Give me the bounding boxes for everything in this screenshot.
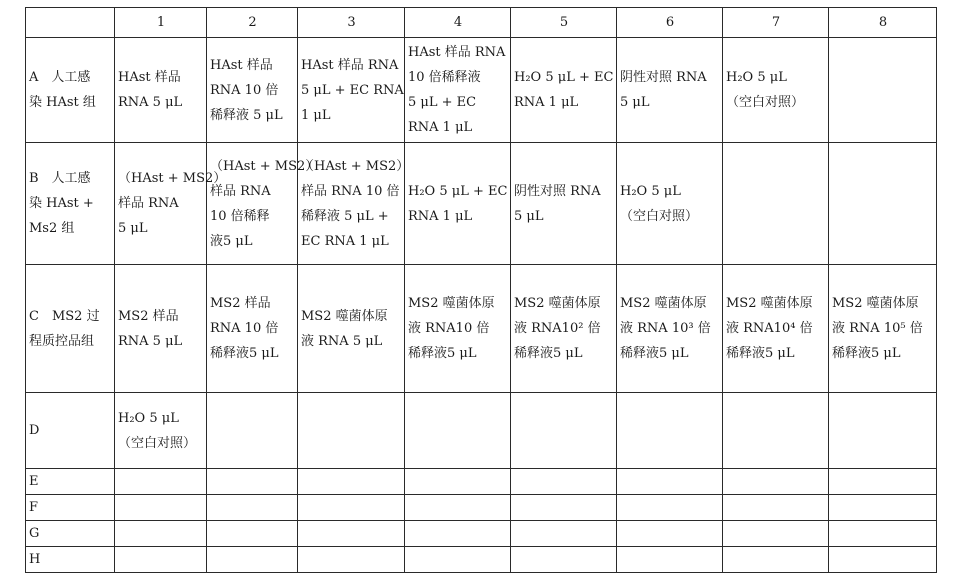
well-cell — [617, 393, 723, 469]
well-cell — [723, 38, 829, 143]
well-cell — [723, 265, 829, 393]
well-cell — [829, 547, 937, 573]
cell-line: RNA 1 μL — [408, 120, 473, 135]
column-header: 1 — [115, 8, 207, 38]
well-cell — [115, 393, 207, 469]
cell-line: 样品 RNA — [118, 196, 179, 211]
table-row — [26, 469, 937, 495]
cell-line: 稀释液5 μL — [408, 346, 477, 361]
cell-line: MS2 噬菌体原 — [301, 308, 388, 324]
column-header: 4 — [405, 8, 511, 38]
well-cell — [511, 143, 617, 265]
cell-line: MS2 噬菌体原 — [408, 296, 495, 311]
well-cell — [298, 265, 405, 393]
cell-line: （HAst + MS2） — [210, 158, 319, 174]
cell-line: 液 RNA10⁴ 倍 — [726, 321, 813, 336]
well-cell — [298, 547, 405, 573]
table-row — [26, 143, 937, 265]
well-cell — [405, 495, 511, 521]
cell-line: 阴性对照 RNA — [514, 183, 601, 199]
well-cell — [829, 393, 937, 469]
cell-line: 5 μL — [514, 208, 544, 224]
well-cell — [115, 547, 207, 573]
cell-line: RNA 5 μL — [118, 333, 183, 349]
well-cell — [617, 521, 723, 547]
row-label-cell — [26, 495, 115, 521]
well-cell — [405, 143, 511, 265]
well-cell — [207, 495, 298, 521]
well-cell — [405, 547, 511, 573]
well-cell — [723, 495, 829, 521]
cell-line: RNA 10 倍 — [210, 82, 279, 98]
well-cell — [829, 469, 937, 495]
cell-line: H₂O 5 μL + EC — [514, 70, 614, 85]
corner-cell — [26, 8, 115, 38]
well-cell — [723, 393, 829, 469]
cell-line: 样品 RNA — [210, 183, 271, 199]
well-cell — [298, 469, 405, 495]
cell-line: HAst 样品 — [118, 70, 181, 85]
cell-line: RNA 1 μL — [408, 208, 473, 224]
cell-line: 液 RNA 5 μL — [301, 333, 383, 349]
cell-line: 液 RNA10 倍 — [408, 321, 490, 336]
row-label-cell — [26, 521, 115, 547]
cell-line: （空白对照） — [118, 435, 197, 451]
well-cell — [723, 469, 829, 495]
cell-line: 程质控品组 — [29, 333, 95, 349]
cell-line: H₂O 5 μL — [620, 183, 681, 199]
cell-line: D — [29, 423, 40, 438]
cell-line: RNA 10 倍 — [210, 321, 279, 336]
well-cell — [829, 143, 937, 265]
cell-line: （空白对照） — [726, 95, 805, 110]
table-row — [26, 521, 937, 547]
cell-line: RNA 1 μL — [514, 95, 579, 110]
cell-line: 染 HAst 组 — [29, 95, 96, 110]
cell-line: MS2 噬菌体原 — [726, 296, 813, 311]
well-cell — [298, 521, 405, 547]
cell-line: 5 μL — [620, 95, 650, 110]
well-cell — [511, 265, 617, 393]
cell-line: 5 μL — [118, 221, 148, 236]
well-cell — [207, 38, 298, 143]
well-cell — [617, 469, 723, 495]
well-cell — [723, 547, 829, 573]
cell-line: 液 RNA 10⁵ 倍 — [832, 321, 923, 336]
row-label-cell — [26, 38, 115, 143]
cell-line: C MS2 过 — [29, 308, 100, 324]
well-cell — [207, 143, 319, 265]
well-cell — [298, 393, 405, 469]
cell-line: A 人工感 — [29, 70, 91, 85]
cell-line: 10 倍稀释液 — [408, 70, 481, 85]
well-cell — [298, 495, 405, 521]
row-label-cell — [26, 393, 115, 469]
table-body — [26, 8, 937, 573]
well-cell — [511, 547, 617, 573]
well-cell — [617, 143, 723, 265]
well-cell — [617, 547, 723, 573]
column-header: 8 — [829, 8, 937, 38]
cell-line: 稀释液 5 μL — [210, 107, 283, 123]
column-header: 3 — [298, 8, 405, 38]
cell-line: HAst 样品 RNA — [301, 57, 399, 73]
well-cell — [207, 469, 298, 495]
cell-line: 样品 RNA 10 倍 — [301, 183, 400, 199]
well-cell — [511, 495, 617, 521]
row-label-cell — [26, 143, 115, 265]
cell-line: H₂O 5 μL — [726, 70, 787, 85]
cell-line: MS2 噬菌体原 — [832, 296, 919, 311]
cell-line: 10 倍稀释 — [210, 208, 270, 224]
cell-line: 稀释液5 μL — [726, 346, 795, 361]
well-cell — [617, 495, 723, 521]
well-cell — [511, 38, 617, 143]
cell-line: H — [29, 552, 41, 567]
cell-line: 5 μL + EC — [408, 95, 477, 110]
cell-line: （空白对照） — [620, 208, 699, 224]
well-cell — [405, 521, 511, 547]
well-cell — [829, 38, 937, 143]
cell-line: H₂O 5 μL — [118, 410, 179, 426]
well-cell — [829, 521, 937, 547]
cell-line: 液 RNA 10³ 倍 — [620, 321, 711, 336]
cell-line: （HAst + MS2） — [301, 158, 410, 174]
well-cell — [207, 521, 298, 547]
cell-line: B 人工感 — [29, 171, 91, 186]
column-header: 7 — [723, 8, 829, 38]
cell-line: HAst 样品 RNA — [408, 45, 506, 60]
well-cell — [207, 393, 298, 469]
well-cell — [511, 521, 617, 547]
column-header: 2 — [207, 8, 298, 38]
well-cell — [405, 469, 511, 495]
cell-line: （HAst + MS2） — [118, 171, 227, 186]
cell-line: 稀释液5 μL — [832, 346, 901, 361]
well-cell — [298, 143, 410, 265]
well-cell — [405, 265, 511, 393]
cell-line: 液 RNA10² 倍 — [514, 321, 601, 336]
well-cell — [511, 393, 617, 469]
cell-line: E — [29, 474, 39, 489]
well-cell — [115, 469, 207, 495]
cell-line: 1 μL — [301, 107, 331, 123]
cell-line: HAst 样品 — [210, 57, 273, 73]
well-cell — [617, 265, 723, 393]
cell-line: G — [29, 526, 40, 541]
column-header: 6 — [617, 8, 723, 38]
table-row — [26, 495, 937, 521]
well-cell — [617, 38, 723, 143]
row-label-cell — [26, 547, 115, 573]
table-row — [26, 393, 937, 469]
well-cell — [115, 38, 207, 143]
well-cell — [298, 38, 405, 143]
cell-line: 液5 μL — [210, 233, 253, 249]
cell-line: RNA 5 μL — [118, 95, 183, 110]
well-cell — [207, 265, 298, 393]
cell-line: H₂O 5 μL + EC — [408, 183, 508, 199]
cell-line: 稀释液 5 μL + — [301, 208, 389, 224]
well-cell — [115, 495, 207, 521]
plate-layout-table — [25, 7, 937, 573]
well-cell — [207, 547, 298, 573]
cell-line: MS2 样品 — [210, 296, 271, 311]
cell-line: 染 HAst + — [29, 196, 94, 211]
cell-line: MS2 噬菌体原 — [514, 296, 601, 311]
header-row — [26, 8, 937, 38]
cell-line: 稀释液5 μL — [620, 346, 689, 361]
well-cell — [405, 393, 511, 469]
table-row — [26, 547, 937, 573]
row-label-cell — [26, 265, 115, 393]
cell-line: F — [29, 500, 39, 515]
well-cell — [115, 521, 207, 547]
well-cell — [829, 265, 937, 393]
well-cell — [723, 143, 829, 265]
cell-line: 阴性对照 RNA — [620, 70, 707, 85]
cell-line: 稀释液5 μL — [514, 346, 583, 361]
cell-line: EC RNA 1 μL — [301, 233, 389, 249]
table-row — [26, 38, 937, 143]
cell-line: MS2 噬菌体原 — [620, 296, 707, 311]
cell-line: 稀释液5 μL — [210, 346, 279, 361]
well-cell — [115, 265, 207, 393]
well-cell — [829, 495, 937, 521]
table-row — [26, 265, 937, 393]
cell-line: Ms2 组 — [29, 221, 75, 236]
cell-line: 5 μL + EC RNA — [301, 82, 404, 98]
well-cell — [723, 521, 829, 547]
column-header: 5 — [511, 8, 617, 38]
well-cell — [405, 38, 511, 143]
row-label-cell — [26, 469, 115, 495]
well-cell — [511, 469, 617, 495]
well-cell — [115, 143, 227, 265]
cell-line: MS2 样品 — [118, 308, 179, 324]
